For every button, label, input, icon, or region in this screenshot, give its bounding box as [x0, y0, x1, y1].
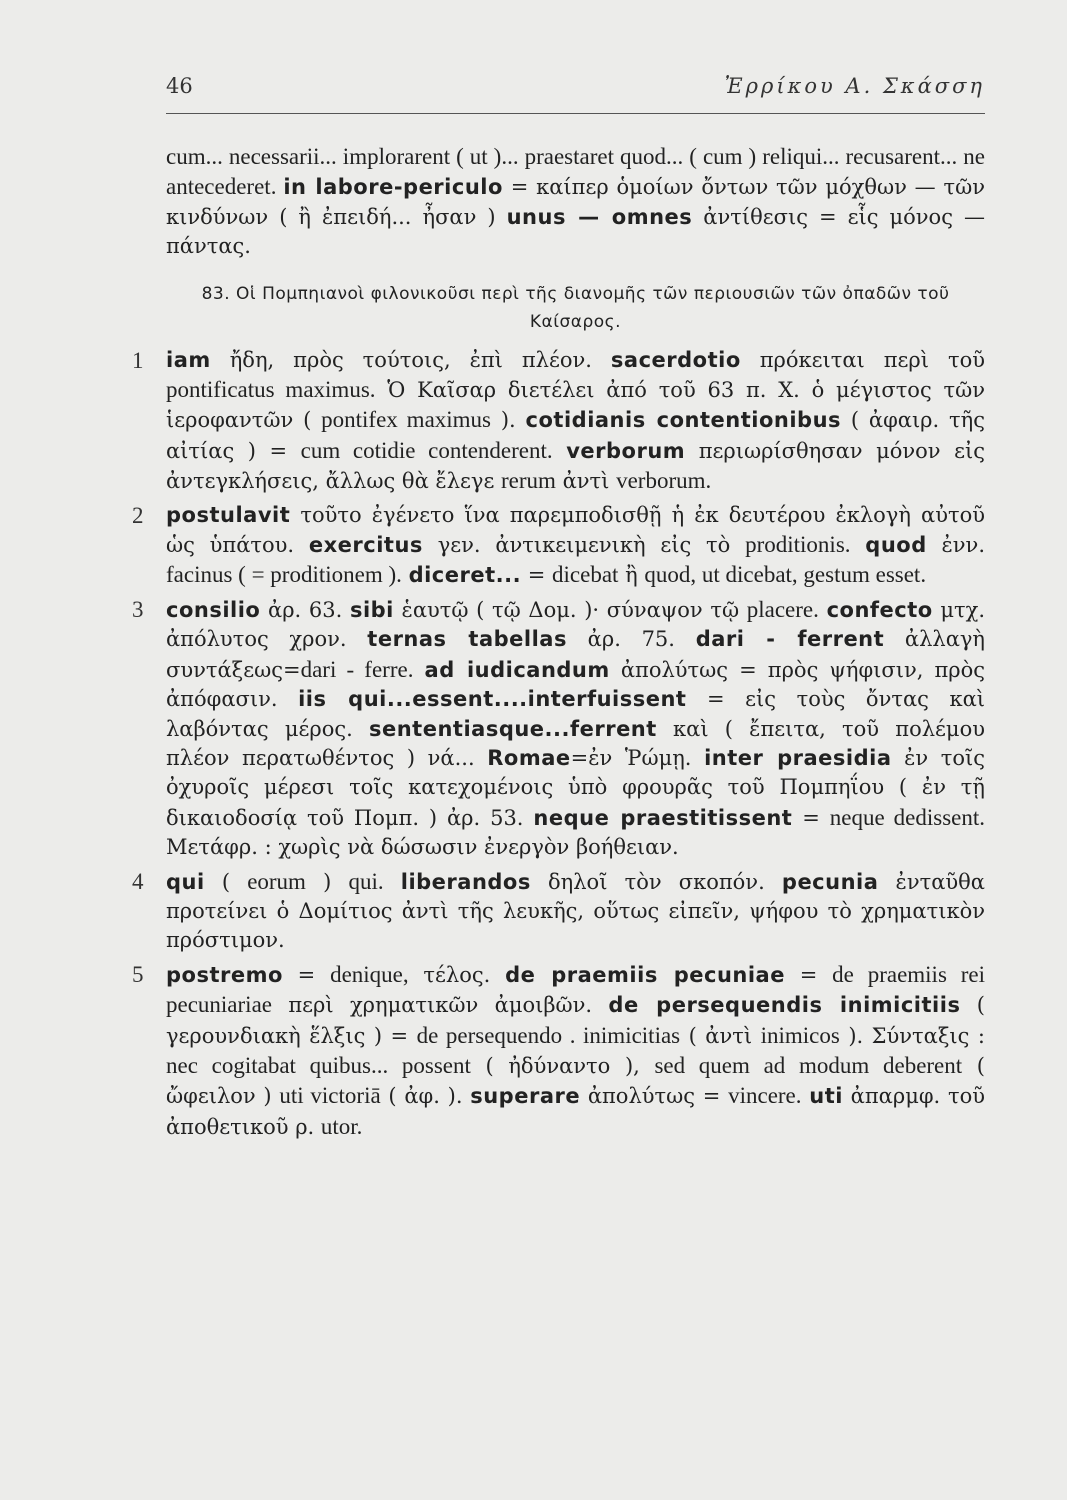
greek-commentary: περὶ χρηματικῶν ἀμοιβῶν. [271, 993, 609, 1018]
latin-text: pontificatus maximus. [166, 377, 376, 403]
lemma-term: de praemiis pecuniae [505, 962, 785, 987]
section-number: 1 [132, 347, 144, 373]
lemma-term: postremo [166, 962, 283, 987]
greek-commentary: = [784, 962, 833, 987]
greek-commentary: = εἰς τοὺς ὄντας καὶ λαβόντας μέρος. [166, 687, 985, 741]
greek-commentary: ἀρ. 75. [566, 627, 696, 652]
latin-text: facinus ( = proditionem ). [166, 562, 402, 588]
latin-text: dari - ferre. [300, 656, 414, 682]
greek-commentary: Μετάφρ. : χωρὶς νὰ δώσωσιν ἐνεργὸν βοήθειαν. [166, 835, 679, 860]
lemma-term: dari - ferrent [695, 627, 885, 652]
greek-commentary: ἀλλαγὴ συντάξεως= [166, 627, 986, 682]
commentary-section [132, 960, 986, 1142]
lemma-term: Romae [487, 745, 571, 770]
latin-text: utor. [320, 1113, 363, 1139]
lemma-term: confecto [826, 597, 933, 622]
greek-commentary [851, 533, 866, 557]
greek-commentary: μτχ. ἀπόλυτος χρον. [166, 597, 986, 652]
latin-text: proditionis. [745, 532, 851, 558]
lemma-term: neque praestitissent [533, 805, 793, 830]
greek-commentary [402, 563, 409, 587]
greek-commentary: Ὁ Καῖσαρ διετέλει ἀπό τοῦ 63 π. Χ. ὁ μέγιστος τῶν ἱεροφαντῶν ( [166, 378, 985, 433]
latin-text: verborum. [616, 468, 712, 494]
greek-commentary [384, 870, 401, 894]
greek-commentary: ( ἠδύναντο ), [470, 1053, 655, 1078]
chapter-heading: 83. Οἱ Πομπηιανοὶ φιλονικοῦσι περὶ τῆς διανομῆς τῶν περιουσιῶν τῶν ὀπαδῶν τοῦ Καίσαρος. [201, 283, 950, 332]
greek-commentary: δηλοῖ τὸν σκοπόν. [530, 869, 782, 894]
greek-commentary: ( ἀντὶ [680, 1023, 761, 1048]
latin-text: neque dedissent. [829, 804, 985, 830]
latin-text: placere. [746, 596, 819, 622]
greek-commentary: = [521, 563, 553, 588]
greek-commentary: καὶ ( ἔπειτα, τοῦ πολέμου πλέον περατωθέντος ) νά... [166, 716, 985, 770]
commentary-section [132, 501, 986, 591]
latin-text: pontifex maximus [321, 407, 492, 433]
lemma-term: sacerdotio [610, 347, 741, 372]
latin-text: denique, [330, 961, 409, 987]
greek-commentary: ( ὤφειλον ) [166, 1053, 985, 1109]
lemma-term: in labore-periculo [283, 175, 503, 200]
lemma-term: diceret... [408, 563, 522, 588]
greek-commentary: ἀντὶ [555, 469, 617, 494]
section-text [166, 595, 985, 863]
greek-commentary: τέλος. [408, 962, 506, 987]
greek-commentary: ἀπολύτως = [580, 1084, 729, 1109]
page-number: 46 [166, 74, 193, 98]
latin-text: rerum [501, 468, 556, 494]
lemma-term: cotidianis contentionibus [525, 408, 842, 433]
greek-commentary: ἀπαρμφ. τοῦ ἀποθετικοῦ ρ. [166, 1084, 985, 1139]
greek-commentary: = [792, 805, 830, 830]
lemma-term: liberandos [400, 869, 531, 894]
commentary-section [132, 595, 986, 863]
page-header [166, 74, 985, 106]
lemma-term: de persequendis inimicitiis [608, 993, 961, 1018]
running-title: Ἐρρίκου Α. Σκάσση [724, 74, 985, 98]
latin-text: cum... necessarii... implorarent ( ut )... praestaret quod... ( cum ) reliqui... recusarent... ne antecederet. [166, 144, 985, 200]
latin-text: eorum [247, 868, 306, 894]
section-text [166, 867, 985, 956]
latin-text: dicebat [552, 562, 619, 588]
latin-text: quod, ut dicebat, gestum esset. [644, 562, 927, 588]
commentary-section [132, 867, 985, 956]
page-body [132, 142, 986, 1142]
greek-commentary: = [282, 962, 331, 987]
section-number: 2 [132, 502, 144, 528]
lemma-term: inter praesidia [704, 745, 892, 770]
greek-commentary: ( γερουνδιακὴ ἕλξις ) = [166, 993, 985, 1048]
lemma-term: ternas tabellas [367, 627, 567, 652]
greek-commentary: γεν. ἀντικειμενικὴ εἰς τὸ [422, 533, 746, 558]
lemma-term: uti [809, 1084, 843, 1109]
commentary-sections [132, 346, 986, 1143]
greek-commentary: ( [204, 869, 248, 894]
greek-commentary [553, 439, 567, 463]
lemma-term: quod [865, 533, 927, 558]
intro-paragraph [166, 142, 985, 262]
latin-text: de persequendo . inimicitias [416, 1022, 681, 1048]
section-number: 4 [132, 868, 144, 894]
greek-commentary: ) [305, 869, 349, 894]
greek-commentary: ἢ [618, 563, 645, 588]
lemma-term: exercitus [308, 533, 423, 558]
lemma-term: sibi [349, 597, 394, 622]
lemma-term: postulavit [166, 502, 291, 527]
section-text [166, 346, 985, 497]
commentary-section [132, 346, 986, 497]
lemma-term: unus — omnes [506, 204, 693, 229]
latin-text: inimicos [760, 1022, 840, 1048]
section-number: 5 [132, 961, 144, 987]
latin-text: de praemiis rei pecuniariae [166, 961, 986, 1018]
section-text [166, 501, 985, 591]
greek-commentary: ἑαυτῷ ( τῷ Δομ. )· σύναψον τῷ [393, 597, 747, 622]
lemma-term: sententiasque...ferrent [368, 716, 657, 741]
greek-commentary: ( ἀφαιρ. τῆς αἰτίας ) = [166, 408, 985, 463]
greek-commentary: =ἐν Ῥώμῃ. [570, 745, 705, 770]
lemma-term: qui [166, 869, 205, 894]
greek-commentary: ἐνταῦθα προτείνει ὁ Δομίτιος ἀντὶ τῆς λευκῆς, οὕτως εἰπεῖν, ψήφου τὸ χρηματικὸν πρόστιμον. [166, 869, 985, 953]
latin-text: cum cotidie contenderent. [300, 437, 553, 463]
lemma-term: iis qui...essent....interfuissent [298, 687, 687, 712]
section-number: 3 [132, 596, 144, 622]
section-text [166, 960, 985, 1142]
greek-commentary: ἐν τοῖς ὀχυροῖς μέρεσι τοῖς κατεχομένοις ὑπὸ φρουρᾶς τοῦ Πομπηΐου ( ἐν τῇ δικαιοδοσίᾳ τοῦ Πομπ. ) ἀρ. 53. [166, 745, 985, 830]
greek-commentary: τοῦτο ἐγένετο ἵνα παρεμποδισθῇ ἡ ἐκ δευτέρου ἐκλογὴ αὐτοῦ ὡς ὑπάτου. [166, 502, 985, 558]
greek-commentary [819, 598, 827, 622]
greek-commentary: ἀρ. 63. [260, 597, 350, 622]
greek-commentary: πρόκειται περὶ τοῦ [740, 347, 986, 372]
greek-commentary: ἀπολύτως = πρὸς ψήφισιν, πρὸς ἀπόφασιν. [166, 657, 986, 712]
lemma-term: iam [166, 347, 211, 372]
latin-text: sed quem ad modum deberent [654, 1052, 963, 1078]
greek-commentary: ). Σύνταξις : [839, 1023, 985, 1048]
lemma-term: consilio [166, 597, 261, 622]
lemma-term: verborum [566, 438, 686, 463]
greek-commentary: ). [491, 408, 526, 433]
lemma-term: pecunia [781, 869, 879, 894]
header-rule [166, 113, 985, 114]
latin-text: qui. [348, 868, 384, 894]
greek-commentary: ἀντίθεσις = εἷς μόνος — πάντας. [166, 204, 985, 259]
greek-commentary: ἤδη, πρὸς τούτοις, ἐπὶ πλέον. [210, 347, 611, 372]
greek-commentary: περιωρίσθησαν μόνον εἰς ἀντεγκλήσεις, ἄλλως θὰ ἔλεγε [166, 438, 985, 494]
lemma-term: ad iudicandum [424, 657, 610, 682]
latin-text: vincere. [728, 1083, 802, 1109]
greek-commentary: = καίπερ ὁμοίων ὄντων τῶν μόχθων — τῶν κινδύνων ( ἢ ἐπειδή... ἦσαν ) [166, 175, 985, 229]
greek-commentary: ( ἀφ. ). [380, 1084, 471, 1109]
lemma-term: superare [470, 1084, 581, 1109]
greek-commentary [413, 658, 424, 682]
latin-text: uti victoriā [279, 1083, 381, 1109]
latin-text: nec cogitabat quibus... possent [166, 1052, 471, 1078]
greek-commentary: ἐνν. [926, 533, 986, 558]
